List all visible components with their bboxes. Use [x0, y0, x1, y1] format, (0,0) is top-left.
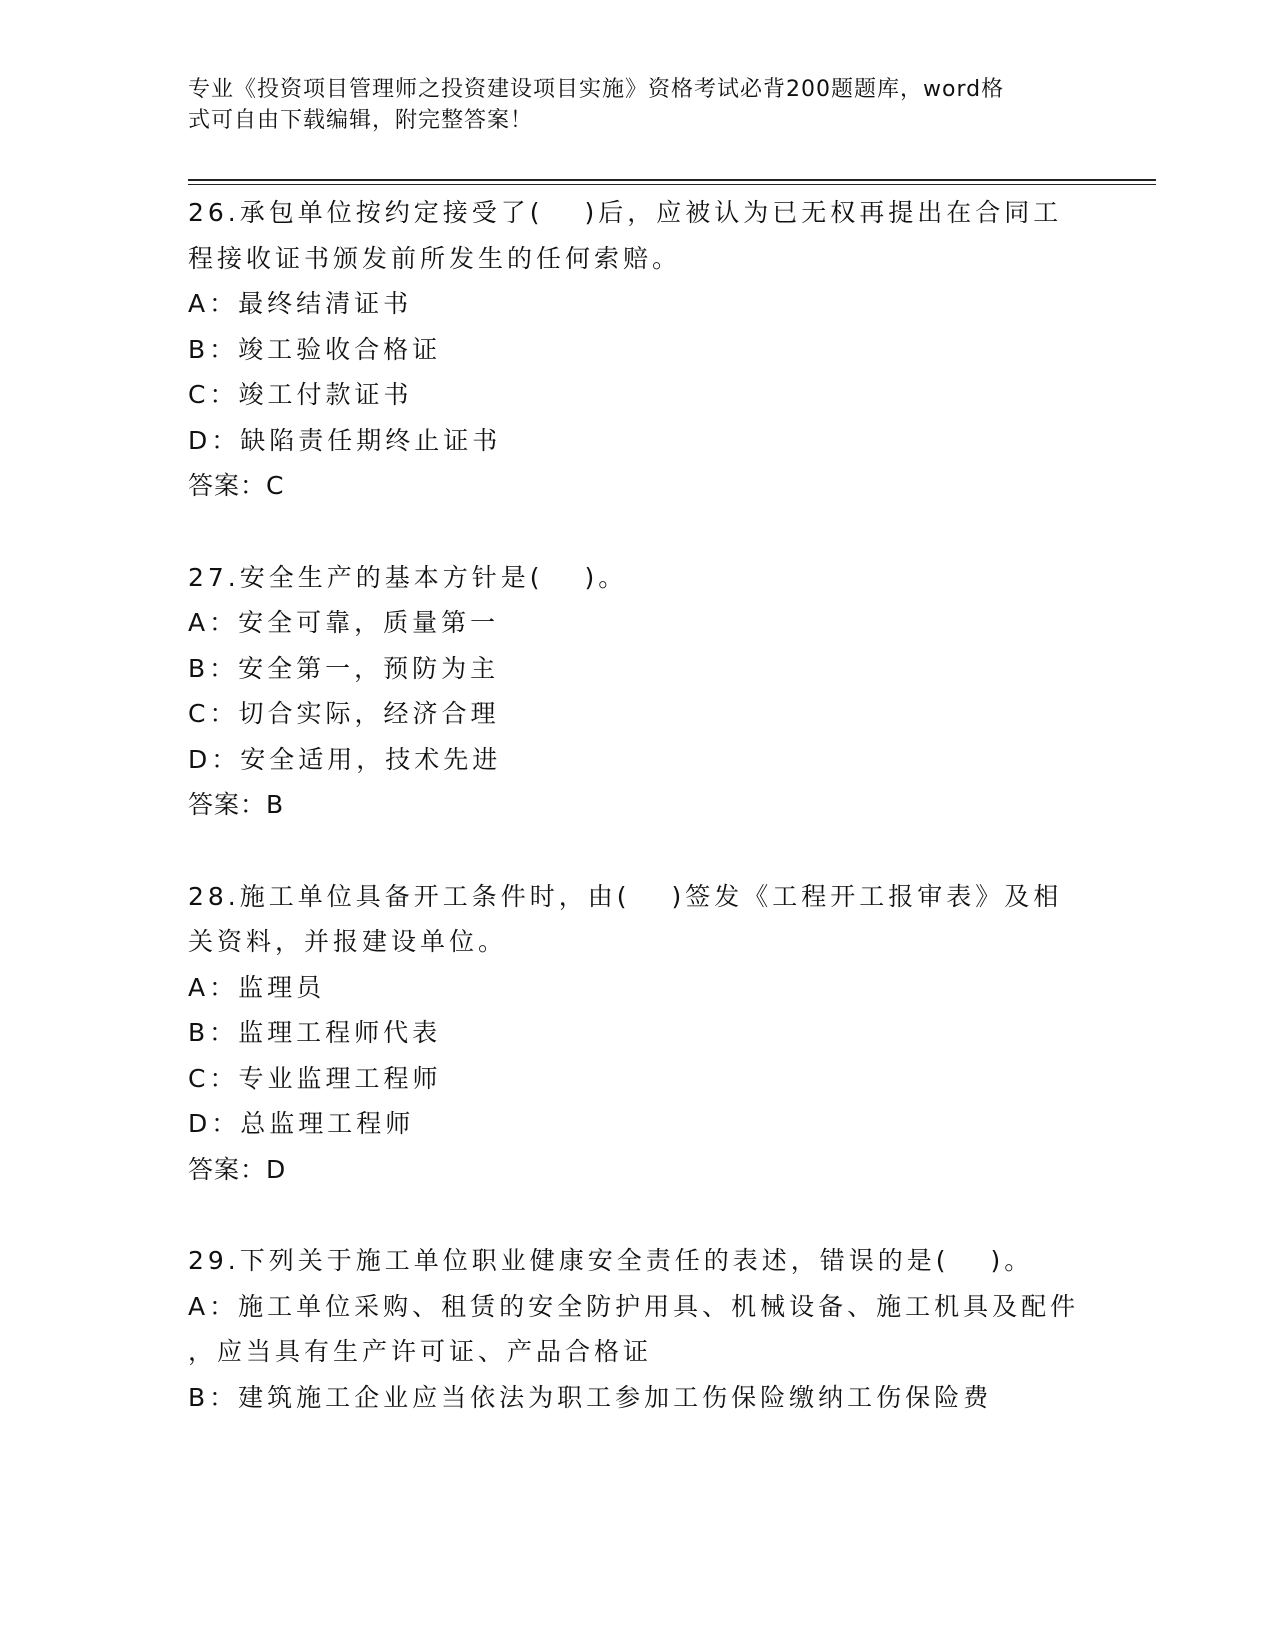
- question-26: [188, 190, 1088, 509]
- option-b: B：竣工验收合格证: [188, 334, 442, 364]
- question-stem: 26.承包单位按约定接受了( )后，应被认为已无权再提出在合同工: [188, 198, 1063, 227]
- document-header: [188, 74, 1068, 136]
- option-d: D：缺陷责任期终止证书: [188, 425, 502, 455]
- option-b: B：监理工程师代表: [188, 1018, 442, 1047]
- header-rule-thick: [188, 179, 1156, 181]
- option-a: A：安全可靠，质量第一: [188, 608, 500, 637]
- question-29: [188, 1238, 1088, 1420]
- option-a: A：施工单位采购、租赁的安全防护用具、机械设备、施工机具及配件: [188, 1291, 1080, 1321]
- question-stem: 29.下列关于施工单位职业健康安全责任的表述，错误的是( )。: [188, 1246, 1034, 1275]
- header-line-2: 式可自由下载编辑，附完整答案！: [188, 108, 534, 133]
- option-a-continued: ，应当具有生产许可证、产品合格证: [188, 1337, 653, 1366]
- question-stem: 关资料，并报建设单位。: [188, 927, 508, 956]
- question-28: [188, 874, 1088, 1193]
- option-c: C：切合实际，经济合理: [188, 699, 500, 728]
- header-line-1: 专业《投资项目管理师之投资建设项目实施》资格考试必背200题题库，word格: [188, 77, 1005, 102]
- question-stem: 27.安全生产的基本方针是( )。: [188, 562, 628, 592]
- question-list: [188, 190, 1088, 1466]
- answer: 答案：C: [188, 471, 285, 500]
- question-stem: 程接收证书颁发前所发生的任何索赔。: [188, 243, 682, 273]
- option-c: C：竣工付款证书: [188, 380, 413, 409]
- option-b: B：建筑施工企业应当依法为职工参加工伤保险缴纳工伤保险费: [188, 1382, 993, 1412]
- question-stem: 28.施工单位具备开工条件时，由( )签发《工程开工报审表》及相: [188, 881, 1063, 911]
- question-27: [188, 555, 1088, 828]
- answer: 答案：B: [188, 790, 285, 819]
- option-a: A：监理员: [188, 972, 326, 1002]
- option-a: A：最终结清证书: [188, 289, 413, 318]
- option-b: B：安全第一，预防为主: [188, 653, 500, 683]
- answer: 答案：D: [188, 1154, 287, 1184]
- option-d: D：安全适用，技术先进: [188, 744, 502, 774]
- header-rule-thin: [188, 184, 1156, 185]
- option-c: C：专业监理工程师: [188, 1063, 442, 1093]
- option-d: D：总监理工程师: [188, 1109, 415, 1138]
